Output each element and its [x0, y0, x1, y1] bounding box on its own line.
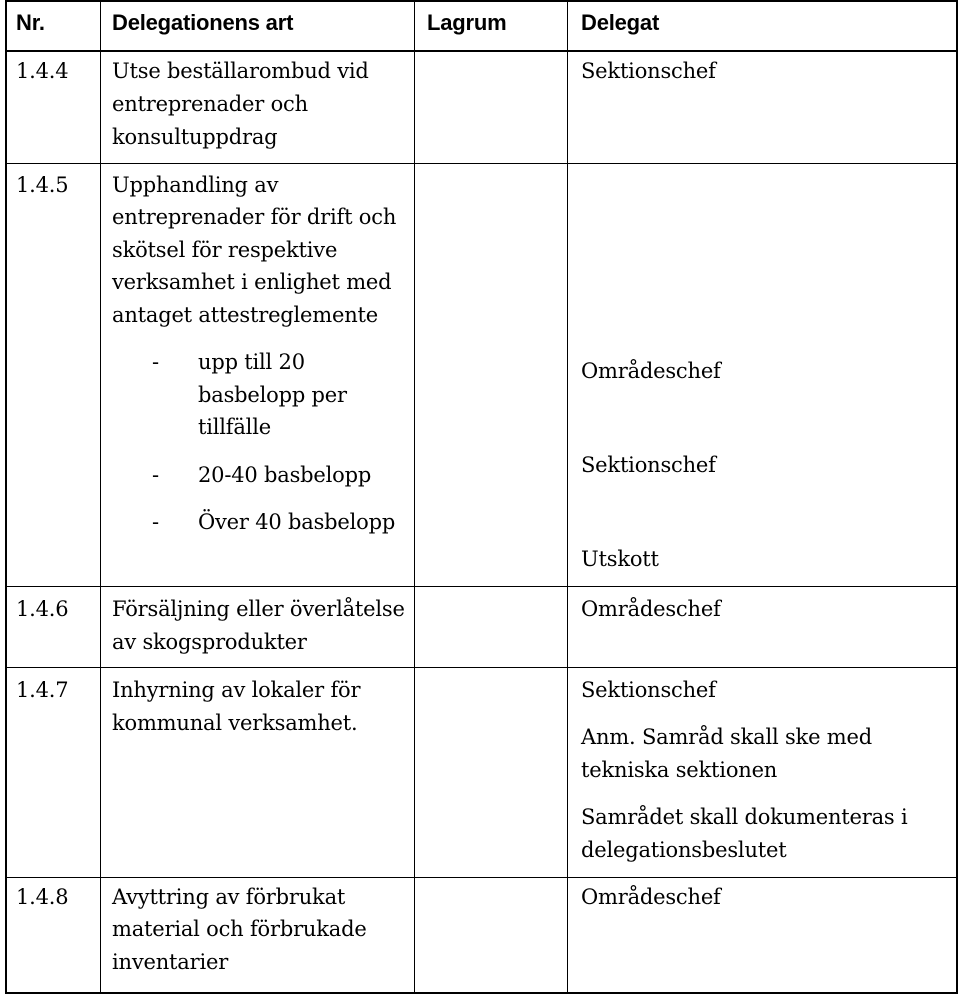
header-delegat: Delegat	[581, 10, 660, 35]
row-delegat: Sektionschef	[581, 678, 716, 702]
column-divider	[567, 0, 568, 994]
row-art-line: av skogsprodukter	[112, 630, 307, 654]
list-item-line: 20-40 basbelopp	[198, 463, 372, 487]
list-dash: -	[152, 510, 159, 534]
list-item-line: tillfälle	[198, 415, 271, 439]
row-divider	[5, 877, 958, 878]
list-item-line: basbelopp per	[198, 383, 347, 407]
row-nr: 1.4.7	[16, 678, 69, 702]
row-art-line: konsultuppdrag	[112, 125, 278, 149]
row-art-line: Försäljning eller överlåtelse	[112, 597, 405, 621]
row-art-line: entreprenader för drift och	[112, 205, 397, 229]
table-border-left	[5, 0, 7, 994]
row-divider	[5, 586, 958, 587]
row-nr: 1.4.6	[16, 597, 69, 621]
row-nr: 1.4.8	[16, 885, 69, 909]
table-border-top	[5, 0, 958, 2]
list-item-line: Över 40 basbelopp	[198, 510, 396, 534]
row-nr: 1.4.5	[16, 173, 69, 197]
note-line: Samrådet skall dokumenteras i	[581, 805, 908, 829]
row-delegat: Områdeschef	[581, 885, 721, 909]
row-divider	[5, 667, 958, 668]
row-divider	[5, 163, 958, 164]
row-art-line: skötsel för respektive	[112, 238, 338, 262]
row-nr: 1.4.4	[16, 59, 69, 83]
row-delegat: Områdeschef	[581, 597, 721, 621]
list-item-line: upp till 20	[198, 350, 305, 374]
list-dash: -	[152, 350, 159, 374]
row-art-line: Inhyrning av lokaler för	[112, 678, 361, 702]
row-art-line: kommunal verksamhet.	[112, 711, 358, 735]
table-border-right	[956, 0, 958, 994]
header-nr: Nr.	[16, 10, 45, 35]
column-divider	[100, 0, 101, 994]
row-art-line: material och förbrukade	[112, 917, 367, 941]
row-art-line: Avyttring av förbrukat	[112, 885, 346, 909]
note-line: tekniska sektionen	[581, 758, 778, 782]
row-delegat: Sektionschef	[581, 59, 716, 83]
row-art-line: verksamhet i enlighet med	[112, 270, 392, 294]
row-art-line: inventarier	[112, 950, 229, 974]
list-item-delegat: Områdeschef	[581, 359, 721, 383]
list-dash: -	[152, 463, 159, 487]
header-divider	[5, 50, 958, 52]
list-item-delegat: Utskott	[581, 547, 659, 571]
row-art-line: entreprenader och	[112, 92, 308, 116]
note-line: delegationsbeslutet	[581, 838, 787, 862]
note-line: Anm. Samråd skall ske med	[581, 725, 872, 749]
header-art: Delegationens art	[112, 10, 294, 35]
column-divider	[414, 0, 415, 994]
row-art-line: Utse beställarombud vid	[112, 59, 369, 83]
table-border-bottom	[5, 992, 958, 994]
header-lagrum: Lagrum	[427, 10, 507, 35]
row-art-line: antaget attestreglemente	[112, 303, 379, 327]
list-item-delegat: Sektionschef	[581, 453, 716, 477]
row-art-line: Upphandling av	[112, 173, 279, 197]
